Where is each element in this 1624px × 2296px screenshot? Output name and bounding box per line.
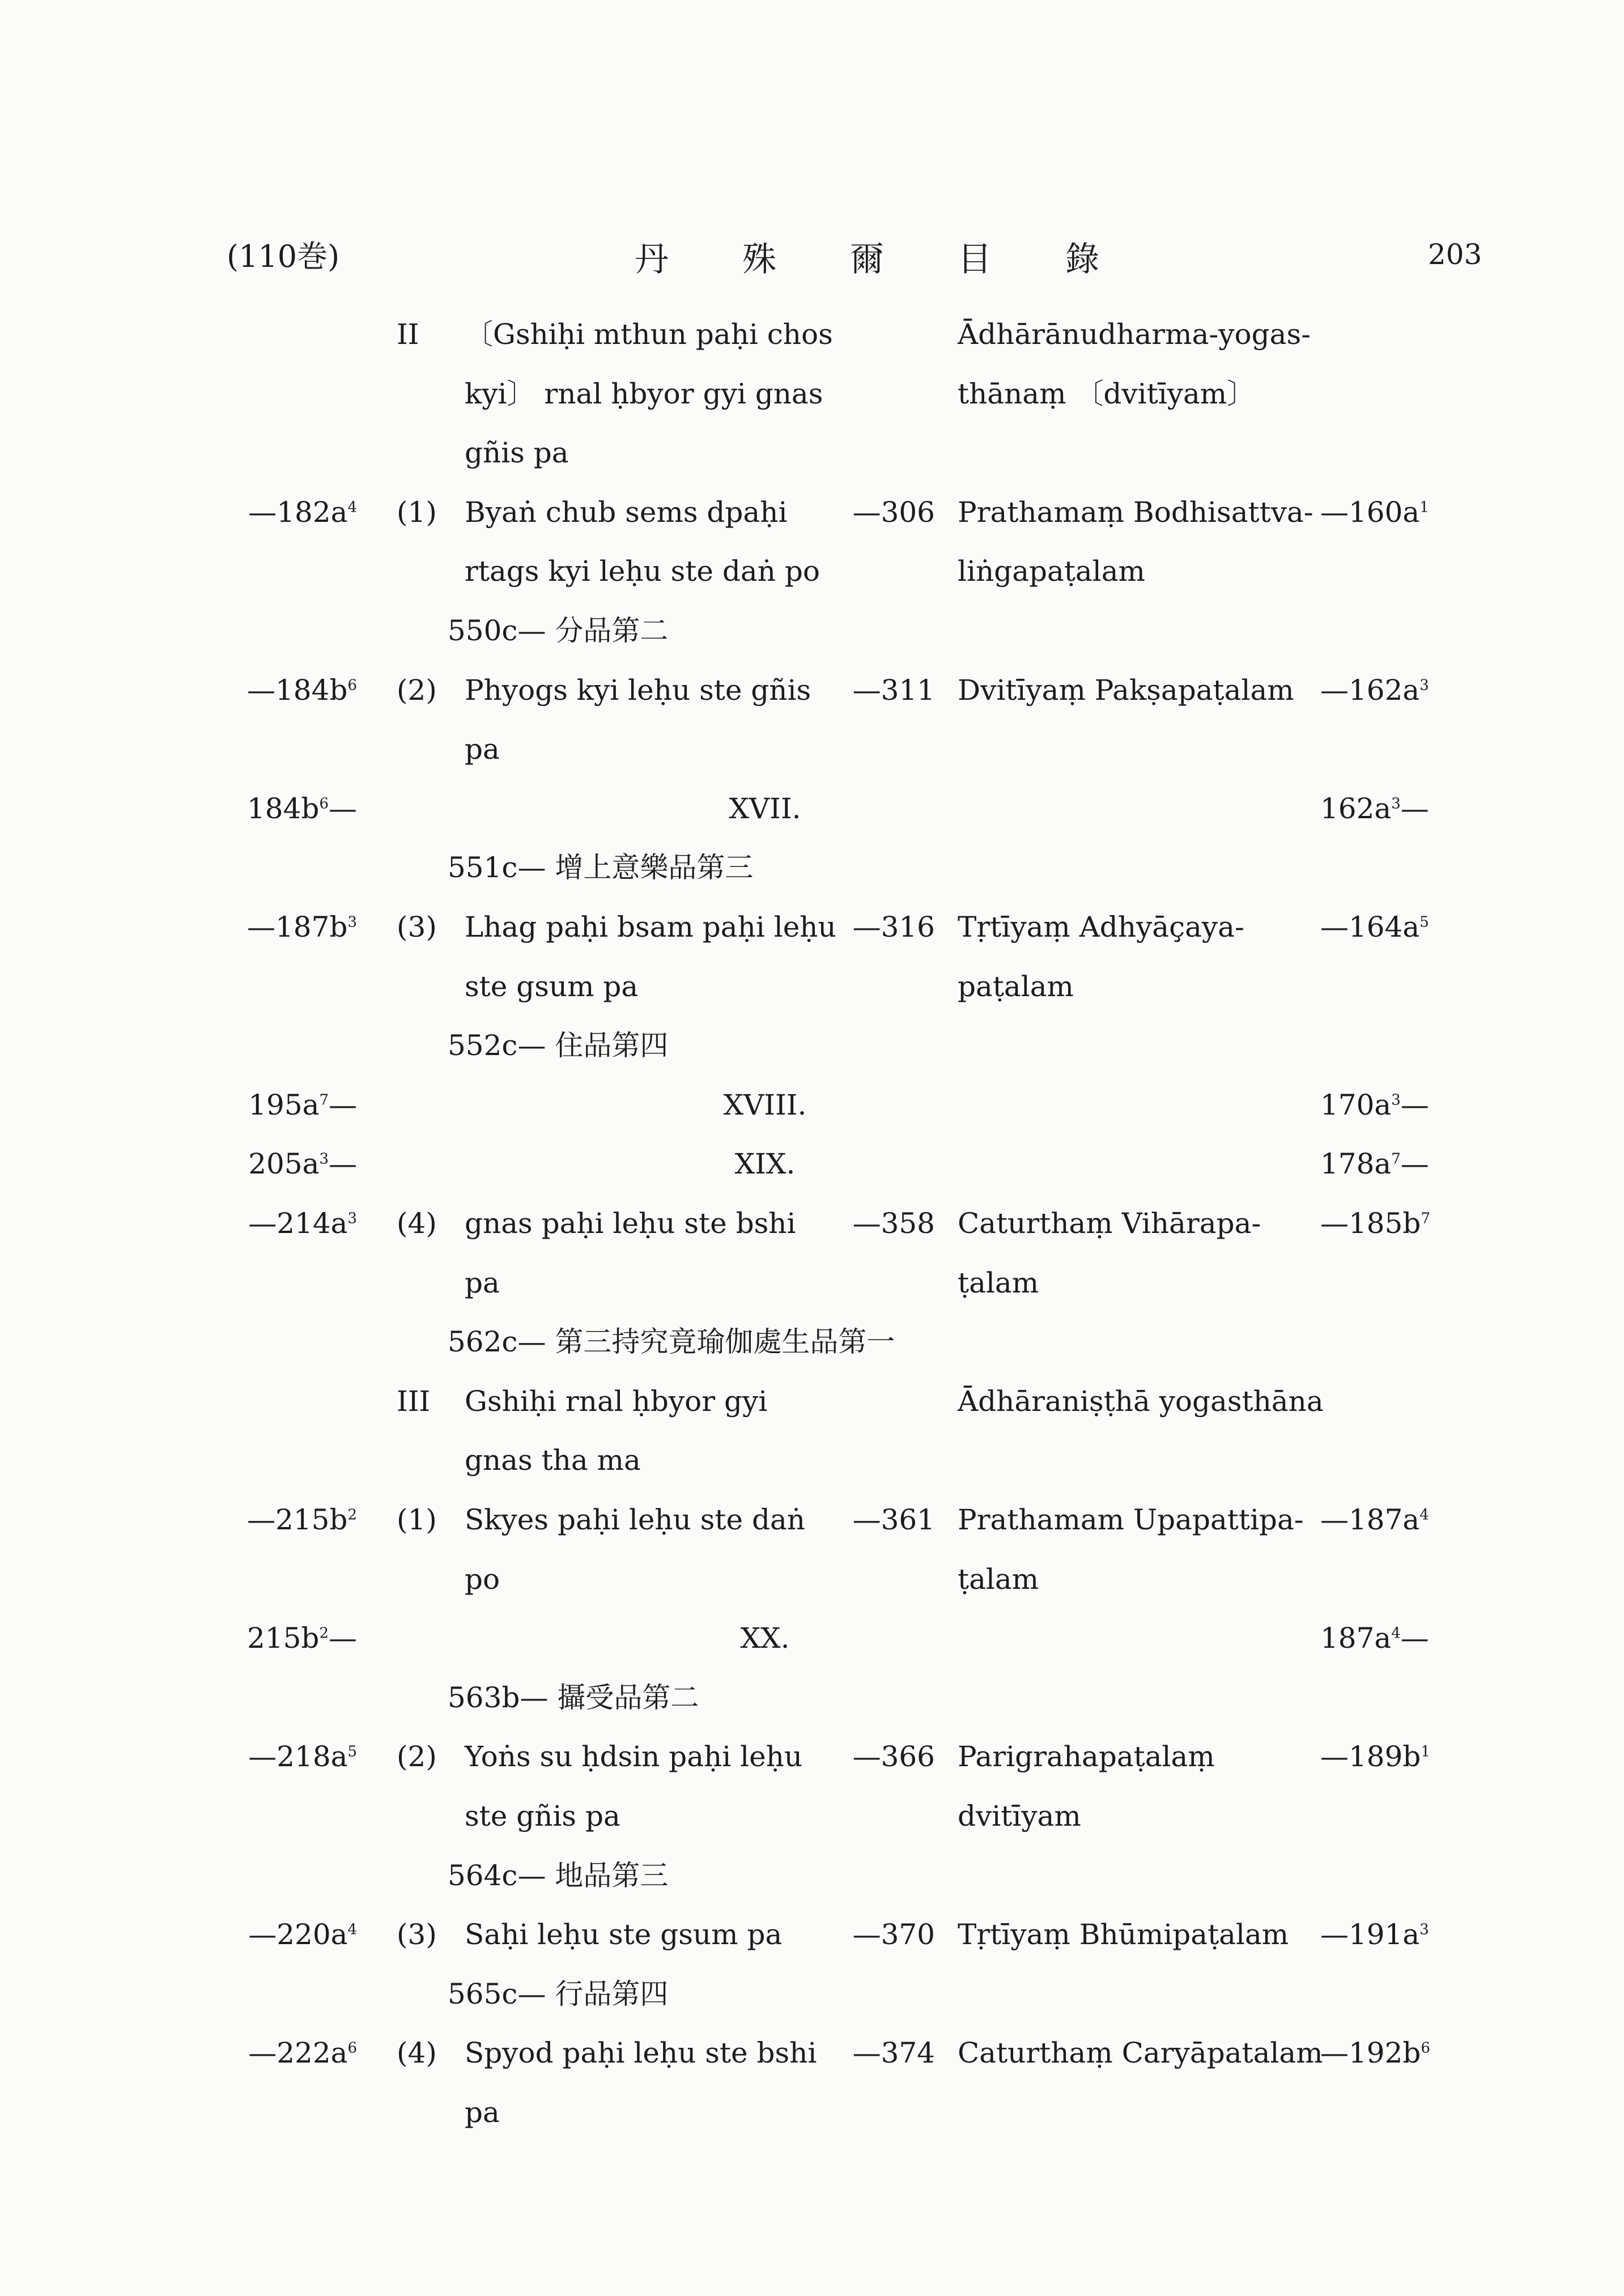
section-number: (1) — [397, 1503, 437, 1536]
volume-label: (110巻) — [227, 239, 340, 274]
catalog-row — [0, 721, 1624, 777]
chinese-page-ref: —370 — [852, 1918, 935, 1951]
peking-folio: $178a^7—$ — [1320, 1147, 1429, 1180]
sanskrit-title: Tṛtīyaṃ Adhyāçaya- — [958, 911, 1244, 943]
section-number: (4) — [397, 1207, 437, 1240]
derge-folio-start: $215b^2—$ — [247, 1622, 357, 1655]
section-number: II — [397, 318, 419, 351]
catalog-row — [0, 1728, 1624, 1785]
sanskrit-title: Dvitīyaṃ Pakṣapaṭalam — [958, 674, 1294, 707]
tibetan-title: kyi〕 rnal ḥbyor gyi gnas — [465, 377, 823, 410]
tibetan-title: 〔Gshiḥi mthun paḥi chos — [465, 318, 833, 351]
tibetan-title: Yoṅs su ḥdsin paḥi leḥu — [465, 1740, 803, 1773]
catalog-row — [0, 1610, 1624, 1666]
catalog-row — [0, 2025, 1624, 2081]
chinese-chapter: 565c— 行品第四 — [448, 1978, 669, 2010]
chinese-page-ref: —358 — [852, 1207, 935, 1240]
chinese-chapter: 564c— 地品第三 — [448, 1859, 669, 1892]
sanskrit-title: thānaṃ 〔dvitīyam〕 — [958, 377, 1256, 410]
chinese-chapter: 562c— 第三持究竟瑜伽處生品第一 — [448, 1325, 895, 1358]
catalog-row — [0, 662, 1624, 718]
derge-folio-start: $195a^7—$ — [248, 1089, 357, 1121]
catalog-row — [0, 958, 1624, 1015]
peking-folio: $—187a^4$ — [1320, 1503, 1429, 1536]
section-number: (2) — [397, 674, 437, 707]
tibetan-title: Saḥi leḥu ste gsum pa — [465, 1918, 783, 1951]
derge-folio-start: $205a^3—$ — [248, 1147, 357, 1180]
catalog-row — [0, 1313, 1624, 1370]
catalog-row — [0, 543, 1624, 599]
section-number: III — [397, 1385, 431, 1418]
sanskrit-title: ṭalam — [958, 1266, 1039, 1299]
chinese-chapter: 551c— 增上意樂品第三 — [448, 851, 754, 884]
catalog-row — [0, 839, 1624, 896]
sanskrit-title: liṅgapaṭalam — [958, 555, 1145, 588]
derge-folio-start: $—220a^4$ — [248, 1918, 357, 1951]
sanskrit-title: Prathamam Upapattipa- — [958, 1503, 1304, 1536]
chinese-page-ref: —361 — [852, 1503, 935, 1536]
volume-roman-numeral: XVII. — [729, 792, 801, 825]
derge-folio-start: $—187b^3$ — [247, 911, 357, 943]
derge-folio-start: $—214a^3$ — [248, 1207, 357, 1240]
catalog-row — [0, 1195, 1624, 1252]
sanskrit-title: Tṛtīyaṃ Bhūmipaṭalam — [958, 1918, 1289, 1951]
section-number: (3) — [397, 911, 437, 943]
peking-folio: $—191a^3$ — [1320, 1918, 1429, 1951]
sanskrit-title: Caturthaṃ Vihārapa- — [958, 1207, 1261, 1240]
catalog-row — [0, 1669, 1624, 1726]
derge-folio-start: $—182a^4$ — [248, 496, 357, 529]
peking-folio: $—189b^1$ — [1320, 1740, 1430, 1773]
chinese-chapter: 550c— 分品第二 — [448, 614, 669, 647]
peking-folio: $—192b^6$ — [1320, 2036, 1430, 2069]
peking-folio: $—164a^5$ — [1320, 911, 1429, 943]
derge-folio-start: $184b^6—$ — [247, 792, 357, 825]
sanskrit-title: paṭalam — [958, 970, 1074, 1003]
tibetan-title: Phyogs kyi leḥu ste gñis — [465, 674, 811, 707]
catalog-row — [0, 1551, 1624, 1608]
catalog-row — [0, 2084, 1624, 2141]
catalog-row — [0, 1966, 1624, 2022]
catalog-row — [0, 780, 1624, 837]
derge-folio-start: $—184b^6$ — [247, 674, 357, 707]
title-char: 殊 — [742, 240, 776, 279]
peking-folio: $—160a^1$ — [1320, 496, 1429, 529]
tibetan-title: po — [465, 1563, 500, 1596]
sanskrit-title: Ādhārānudharma-yogas- — [958, 318, 1311, 351]
tibetan-title: gnas paḥi leḥu ste bshi — [465, 1207, 796, 1240]
tibetan-title: ste gñis pa — [465, 1800, 620, 1832]
derge-folio-start: $—215b^2$ — [247, 1503, 357, 1536]
tibetan-title: Gshiḥi rnal ḥbyor gyi — [465, 1385, 768, 1418]
tibetan-title: pa — [465, 2096, 500, 2129]
sanskrit-title: Prathamaṃ Bodhisattva- — [958, 496, 1313, 529]
chinese-chapter: 563b— 攝受品第二 — [448, 1681, 699, 1714]
catalog-row — [0, 1077, 1624, 1133]
catalog-row — [0, 1373, 1624, 1430]
catalog-row — [0, 1491, 1624, 1548]
volume-roman-numeral: XIX. — [734, 1147, 796, 1180]
title-char: 目 — [958, 240, 992, 279]
chinese-page-ref: —366 — [852, 1740, 935, 1773]
peking-folio: $162a^3—$ — [1320, 792, 1429, 825]
catalog-row — [0, 1017, 1624, 1074]
peking-folio: $—185b^7$ — [1320, 1207, 1430, 1240]
sanskrit-title: Caturthaṃ Caryāpatalam — [958, 2036, 1323, 2069]
sanskrit-title: Ādhāraniṣṭhā yogasthāna — [958, 1385, 1324, 1418]
sanskrit-title: dvitīyam — [958, 1800, 1081, 1832]
tibetan-title: Lhag paḥi bsam paḥi leḥu — [465, 911, 836, 943]
catalog-row — [0, 1847, 1624, 1904]
catalog-row — [0, 365, 1624, 422]
sanskrit-title: ṭalam — [958, 1563, 1039, 1596]
tibetan-title: gnas tha ma — [465, 1444, 641, 1477]
derge-folio-start: $—222a^6$ — [248, 2036, 357, 2069]
chinese-page-ref: —311 — [852, 674, 935, 707]
catalog-row — [0, 1788, 1624, 1844]
tibetan-title: ste gsum pa — [465, 970, 639, 1003]
tibetan-title: pa — [465, 733, 500, 766]
chinese-page-ref: —316 — [852, 911, 935, 943]
tibetan-title: pa — [465, 1266, 500, 1299]
section-number: (2) — [397, 1740, 437, 1773]
title-char: 爾 — [850, 240, 884, 279]
catalog-row — [0, 484, 1624, 541]
section-number: (4) — [397, 2036, 437, 2069]
chinese-chapter: 552c— 住品第四 — [448, 1029, 669, 1062]
catalog-row — [0, 899, 1624, 955]
catalog-row — [0, 1906, 1624, 1963]
tibetan-title: rtags kyi leḥu ste daṅ po — [465, 555, 820, 588]
sanskrit-title: Parigrahapaṭalaṃ — [958, 1740, 1215, 1773]
catalog-row — [0, 424, 1624, 481]
tibetan-title: Spyod paḥi leḥu ste bshi — [465, 2036, 817, 2069]
title-char: 錄 — [1065, 240, 1099, 279]
catalog-row — [0, 1255, 1624, 1311]
section-number: (1) — [397, 496, 437, 529]
catalog-row — [0, 306, 1624, 363]
page-number: 203 — [1428, 238, 1482, 271]
catalog-row — [0, 1136, 1624, 1192]
tibetan-title: Byaṅ chub sems dpaḥi — [465, 496, 788, 529]
section-number: (3) — [397, 1918, 437, 1951]
derge-folio-start: $—218a^5$ — [248, 1740, 357, 1773]
tibetan-title: gñis pa — [465, 436, 569, 469]
peking-folio: $170a^3—$ — [1320, 1089, 1429, 1121]
peking-folio: $—162a^3$ — [1320, 674, 1429, 707]
chinese-page-ref: —306 — [852, 496, 935, 529]
volume-roman-numeral: XVIII. — [723, 1089, 807, 1121]
title-char: 丹 — [635, 240, 669, 279]
catalog-row — [0, 1432, 1624, 1489]
volume-roman-numeral: XX. — [740, 1622, 790, 1655]
catalog-row — [0, 602, 1624, 659]
peking-folio: $187a^4—$ — [1320, 1622, 1429, 1655]
tibetan-title: Skyes paḥi leḥu ste daṅ — [465, 1503, 805, 1536]
chinese-page-ref: —374 — [852, 2036, 935, 2069]
